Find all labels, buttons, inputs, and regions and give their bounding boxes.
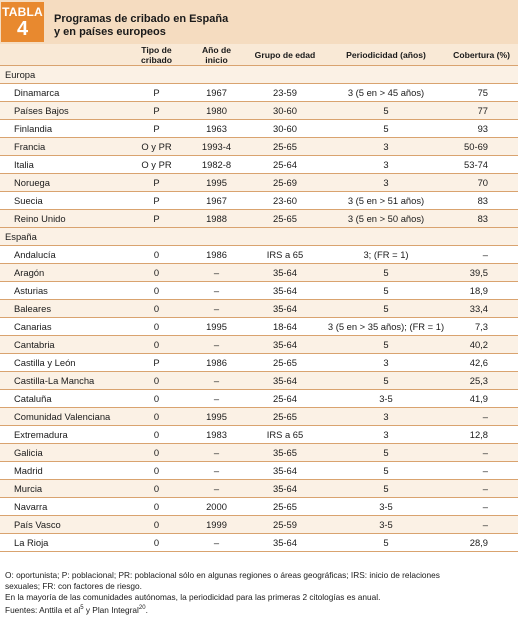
section-row [0,66,518,84]
age-group-cell: 25-69 [245,174,325,192]
type-cell: 0 [125,462,188,480]
coverage-cell: 42,6 [447,354,518,372]
region-cell: Asturias [0,282,125,300]
start-year-cell: 1999 [188,516,245,534]
type-cell: 0 [125,498,188,516]
periodicity-cell: 5 [325,534,447,552]
table-row [0,372,518,390]
periodicity-cell: 3; (FR = 1) [325,246,447,264]
type-cell: 0 [125,246,188,264]
table-row [0,192,518,210]
periodicity-cell: 5 [325,300,447,318]
age-group-cell: 25-65 [245,138,325,156]
coverage-cell: 93 [447,120,518,138]
type-cell: 0 [125,372,188,390]
age-group-cell: 35-64 [245,282,325,300]
table-row [0,534,518,552]
age-group-cell: 23-59 [245,84,325,102]
age-group-cell: 30-60 [245,120,325,138]
column-header: Periodicidad (años) [325,44,447,66]
periodicity-cell: 3 [325,408,447,426]
table-label: TABLA [2,5,43,19]
periodicity-cell: 5 [325,462,447,480]
table-row [0,462,518,480]
start-year-cell: 1982-8 [188,156,245,174]
column-header: Cobertura (%) [447,44,518,66]
table-row [0,390,518,408]
table-row [0,174,518,192]
start-year-cell: – [188,390,245,408]
table-row [0,246,518,264]
table-row [0,138,518,156]
coverage-cell: 83 [447,192,518,210]
table-row [0,426,518,444]
periodicity-cell: 3-5 [325,390,447,408]
coverage-cell: – [447,498,518,516]
region-cell: Extremadura [0,426,125,444]
start-year-cell: – [188,462,245,480]
type-cell: P [125,192,188,210]
age-group-cell: 35-64 [245,300,325,318]
table-row [0,498,518,516]
region-cell: Baleares [0,300,125,318]
type-cell: P [125,120,188,138]
type-cell: 0 [125,336,188,354]
periodicity-cell: 5 [325,444,447,462]
section-label: Europa [0,66,518,84]
type-cell: 0 [125,300,188,318]
start-year-cell: – [188,444,245,462]
sources-prefix: Fuentes: Anttila et al [5,604,81,615]
column-header: Grupo de edad [245,44,325,66]
region-cell: Castilla-La Mancha [0,372,125,390]
coverage-cell: 33,4 [447,300,518,318]
type-cell: P [125,174,188,192]
table-row [0,354,518,372]
coverage-cell: 75 [447,84,518,102]
age-group-cell: 25-65 [245,408,325,426]
type-cell: P [125,84,188,102]
sources-mid: y Plan Integral [83,604,139,615]
age-group-cell: 25-64 [245,390,325,408]
table-header [0,0,518,44]
start-year-cell: 1995 [188,408,245,426]
type-cell: 0 [125,426,188,444]
table-row [0,300,518,318]
start-year-cell: – [188,372,245,390]
footnote-line: sexuales; FR: con factores de riesgo. [5,581,142,591]
type-cell: 0 [125,390,188,408]
table-row [0,264,518,282]
type-cell: O y PR [125,156,188,174]
title-line-1: Programas de cribado en España [54,13,229,25]
table-row [0,84,518,102]
start-year-cell: 1967 [188,192,245,210]
region-cell: Madrid [0,462,125,480]
age-group-cell: 35-64 [245,336,325,354]
region-cell: Aragón [0,264,125,282]
table-row [0,120,518,138]
type-cell: 0 [125,318,188,336]
age-group-cell: 25-65 [245,498,325,516]
coverage-cell: 40,2 [447,336,518,354]
region-cell: La Rioja [0,534,125,552]
coverage-cell: 7,3 [447,318,518,336]
age-group-cell: 35-64 [245,462,325,480]
periodicity-cell: 3 (5 en > 50 años) [325,210,447,228]
periodicity-cell: 3 [325,174,447,192]
table-row [0,408,518,426]
age-group-cell: IRS a 65 [245,426,325,444]
region-cell: Castilla y León [0,354,125,372]
age-group-cell: 25-65 [245,354,325,372]
section-row [0,228,518,246]
start-year-cell: – [188,264,245,282]
start-year-cell: 1993-4 [188,138,245,156]
footnote-sources [5,603,515,616]
region-cell: Canarias [0,318,125,336]
column-header: Tipo de cribado [125,44,188,66]
periodicity-cell: 5 [325,372,447,390]
coverage-cell: – [447,246,518,264]
coverage-cell: 41,9 [447,390,518,408]
region-cell: Italia [0,156,125,174]
coverage-cell: – [447,480,518,498]
age-group-cell: 30-60 [245,102,325,120]
table-title [54,13,228,39]
age-group-cell: 23-60 [245,192,325,210]
type-cell: 0 [125,516,188,534]
coverage-cell: 18,9 [447,282,518,300]
type-cell: 0 [125,444,188,462]
age-group-cell: 35-64 [245,372,325,390]
sources-ref: 20 [138,605,146,611]
start-year-cell: – [188,534,245,552]
start-year-cell: – [188,480,245,498]
age-group-cell: 35-64 [245,534,325,552]
periodicity-cell: 3 [325,138,447,156]
table-row [0,156,518,174]
periodicity-cell: 3 [325,426,447,444]
region-cell: Cataluña [0,390,125,408]
type-cell: 0 [125,264,188,282]
periodicity-cell: 3 [325,156,447,174]
start-year-cell: 1986 [188,354,245,372]
coverage-cell: – [447,444,518,462]
start-year-cell: 1988 [188,210,245,228]
table-badge [1,2,44,42]
type-cell: 0 [125,282,188,300]
start-year-cell: – [188,300,245,318]
coverage-cell: – [447,408,518,426]
start-year-cell: 1967 [188,84,245,102]
region-cell: Murcia [0,480,125,498]
age-group-cell: 25-65 [245,210,325,228]
periodicity-cell: 5 [325,336,447,354]
footnotes [5,570,515,616]
region-cell: País Vasco [0,516,125,534]
coverage-cell: 53-74 [447,156,518,174]
age-group-cell: 35-64 [245,264,325,282]
periodicity-cell: 3 (5 en > 45 años) [325,84,447,102]
age-group-cell: 18-64 [245,318,325,336]
coverage-cell: 12,8 [447,426,518,444]
periodicity-cell: 5 [325,102,447,120]
coverage-cell: 50-69 [447,138,518,156]
periodicity-cell: 5 [325,120,447,138]
column-header [0,44,125,66]
start-year-cell: 2000 [188,498,245,516]
table-row [0,444,518,462]
periodicity-cell: 5 [325,282,447,300]
region-cell: Finlandia [0,120,125,138]
periodicity-cell: 5 [325,480,447,498]
type-cell: 0 [125,480,188,498]
start-year-cell: 1983 [188,426,245,444]
periodicity-cell: 3-5 [325,498,447,516]
start-year-cell: – [188,282,245,300]
coverage-cell: 83 [447,210,518,228]
type-cell: P [125,102,188,120]
table-body [0,66,518,552]
region-cell: Reino Unido [0,210,125,228]
periodicity-cell: 3 (5 en > 35 años); (FR = 1) [325,318,447,336]
periodicity-cell: 3-5 [325,516,447,534]
table-row [0,336,518,354]
coverage-cell: – [447,462,518,480]
type-cell: 0 [125,408,188,426]
type-cell: O y PR [125,138,188,156]
section-label: España [0,228,518,246]
region-cell: Comunidad Valenciana [0,408,125,426]
column-header: Año de inicio [188,44,245,66]
region-cell: Noruega [0,174,125,192]
title-line-2: y en países europeos [54,26,166,38]
table-row [0,282,518,300]
coverage-cell: 77 [447,102,518,120]
coverage-cell: 25,3 [447,372,518,390]
start-year-cell: 1963 [188,120,245,138]
periodicity-cell: 3 [325,354,447,372]
age-group-cell: IRS a 65 [245,246,325,264]
coverage-cell: 28,9 [447,534,518,552]
start-year-cell: 1980 [188,102,245,120]
age-group-cell: 25-59 [245,516,325,534]
age-group-cell: 35-65 [245,444,325,462]
periodicity-cell: 5 [325,264,447,282]
start-year-cell: 1995 [188,318,245,336]
coverage-cell: 70 [447,174,518,192]
region-cell: Suecia [0,192,125,210]
sources-suffix: . [145,604,148,615]
table-row [0,480,518,498]
age-group-cell: 35-64 [245,480,325,498]
region-cell: Francia [0,138,125,156]
age-group-cell: 25-64 [245,156,325,174]
region-cell: Andalucía [0,246,125,264]
region-cell: Países Bajos [0,102,125,120]
table-number: 4 [16,18,29,40]
table-row [0,516,518,534]
periodicity-cell: 3 (5 en > 51 años) [325,192,447,210]
region-cell: Cantabria [0,336,125,354]
screening-table [0,44,518,552]
region-cell: Dinamarca [0,84,125,102]
footnote-line: O: oportunista; P: poblacional; PR: poblacional sólo en algunas regiones o áreas geográficas; IRS: inicio de relaciones [5,570,440,580]
column-header-row [0,44,518,66]
table-row [0,318,518,336]
footnote-line: En la mayoría de las comunidades autónomas, la periodicidad para las primeras 2 citologías es anual. [5,592,381,602]
type-cell: P [125,354,188,372]
type-cell: 0 [125,534,188,552]
table-row [0,210,518,228]
start-year-cell: 1986 [188,246,245,264]
type-cell: P [125,210,188,228]
coverage-cell: 39,5 [447,264,518,282]
sources-ref: 5 [80,605,84,611]
start-year-cell: – [188,336,245,354]
region-cell: Galicia [0,444,125,462]
coverage-cell: – [447,516,518,534]
table-row [0,102,518,120]
start-year-cell: 1995 [188,174,245,192]
region-cell: Navarra [0,498,125,516]
